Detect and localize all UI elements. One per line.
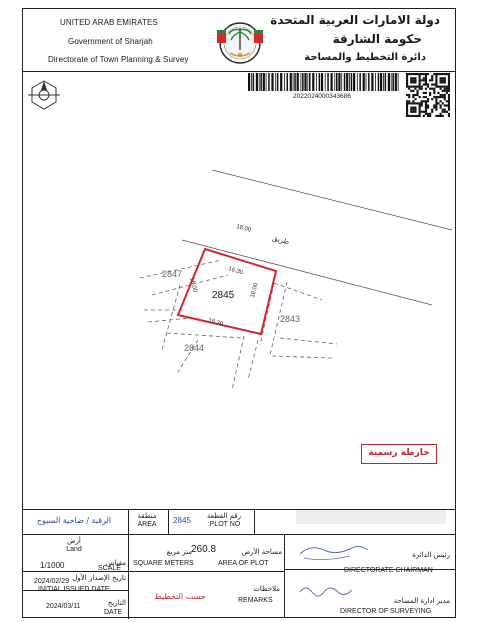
remarks-value: حسب التخطيط: [154, 592, 206, 601]
initial-date-label-ar: تاريخ الإصدار الأول: [72, 574, 126, 582]
initial-date-label-en: INITIAL ISSUED DATE: [38, 586, 110, 593]
chairman-signature: [294, 540, 374, 564]
dimension-left: 16.00: [188, 276, 198, 294]
date-label-en: DATE: [104, 609, 123, 616]
area-of-plot-en: AREA OF PLOT: [218, 560, 269, 567]
chairman-label-en: DIRECTORATE CHAIRMAN: [344, 567, 433, 574]
dimension-right: 16.00: [250, 282, 260, 299]
header-en-country: UNITED ARAB EMIRATES: [60, 18, 158, 27]
unit-ar: متر مربع: [166, 548, 192, 556]
road-name-label: طريق: [271, 235, 290, 247]
area-value: الرقية / ضاحية السيوح: [36, 516, 112, 525]
scale-value: 1/1000: [40, 561, 65, 570]
plot-area-value: 260.8: [191, 544, 217, 555]
date-label-ar: التاريخ: [107, 599, 126, 607]
dimension-bottom: 16.30: [207, 318, 224, 328]
remarks-label-ar: ملاحظات: [253, 585, 280, 593]
barcode-number: 2022024000343686: [293, 93, 351, 100]
plot-no-label-en: :PLOT NO: [207, 521, 241, 528]
date-value: 2024/03/11: [46, 603, 81, 610]
land-type-en: Land: [66, 546, 82, 553]
plot-number-2847: 2847: [162, 269, 183, 279]
header-en-government: Government of Sharjah: [68, 37, 153, 46]
surveying-label-ar: مدير ادارة المساحة: [393, 597, 450, 605]
plot-no-value: 2845: [173, 516, 191, 525]
redacted-area: [296, 510, 446, 524]
surveying-signature: [294, 582, 364, 602]
header-en-directorate: Directorate of Town Planning & Survey: [48, 55, 189, 64]
header-ar-government: حكومة الشارقة: [332, 32, 422, 46]
header-ar-directorate: دائرة التخطيط والمساحة: [304, 52, 426, 63]
remarks-label-en: REMARKS: [238, 597, 273, 604]
area-label-en: AREA: [137, 521, 157, 528]
plot-number-2844: 2844: [184, 343, 205, 353]
plot-map: [22, 100, 456, 500]
plot-number-main: 2845: [212, 290, 235, 301]
header-ar-country: دولة الامارات العربية المتحدة: [270, 13, 440, 27]
scale-label-en: SCALE: [98, 565, 121, 572]
dimension-top: 16.30: [227, 266, 244, 277]
scale-label-ar: مقياس: [105, 559, 126, 567]
plot-number-2843: 2843: [280, 314, 301, 324]
official-map-stamp-text: خارطة رسمية: [368, 448, 430, 458]
barcode: [246, 71, 402, 93]
initial-date-value: 2024/02/29: [34, 578, 70, 585]
area-of-plot-ar: مساحة الأرض: [241, 548, 282, 556]
surveying-label-en: DIRECTOR OF SURVEYING: [340, 608, 432, 615]
land-type-ar: أرض: [67, 537, 81, 545]
plot-no-label-ar: رقم القطعة: [206, 512, 242, 520]
chairman-label-ar: رئيس الدائرة: [412, 551, 450, 559]
area-label-ar: منطقة: [137, 512, 157, 520]
emblem-logo: [212, 18, 268, 68]
road-width-label: 18.00: [235, 224, 252, 234]
unit-en: SQUARE METERS: [133, 560, 194, 567]
